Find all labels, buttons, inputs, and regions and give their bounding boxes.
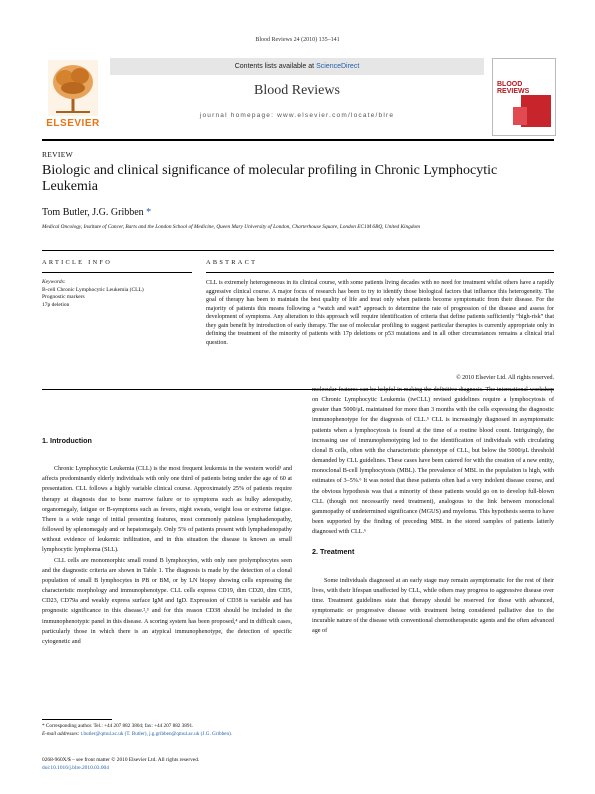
corresponding-author-note: * Corresponding author. Tel.: +44 207 882 3804; fax: +44 207 882 3891. xyxy=(42,723,194,729)
journal-cover-thumbnail xyxy=(492,58,556,136)
keywords-label: Keywords: xyxy=(42,279,66,285)
body-paragraph: CLL cells are monomorphic small round B lymphocytes, with only rare prolymphocytes seen and the diagnostic criteria are shown in Table 1. The diagnosis is made by the detection of a clonal population of small B lymphocytes in PB or BM, or by LN biopsy showing cells expressing the characteristic morphology and immunophenotype. CLL cells express CD19, dim CD20, dim CD5, CD23, CD79a and weakly express surface IgM and IgD. Expression of CD38 is variable and has prognostic significance in this disease.²,³ and for this reason CD38 should be included in the immunophenotypic panel in this disease. A scoring system has been proposed,⁴ and in difficult cases, particularly those in which there is an atypical immunophenotype, the detection of specific cytogenetic and xyxy=(42,557,292,645)
masthead-center xyxy=(110,58,484,134)
body-paragraph: Some individuals diagnosed at an early stage may remain asymptomatic for the rest of their lives, with their lifespan unaffected by CLL, while others may progress to aggressive disease over time. Treatment guidelines state that therapy should be reserved for those with advanced, symptomatic or progressive disease with treatment being considered palliative due to the incurable nature of the disease with conventional chemotherapeutic agents and the often advanced age of xyxy=(312,577,554,635)
body-column-right xyxy=(312,385,554,636)
contents-prefix: Contents lists available at xyxy=(234,63,315,70)
journal-homepage-link[interactable]: journal homepage: www.elsevier.com/locate/blre xyxy=(199,112,395,119)
footnote xyxy=(42,722,292,738)
paper-title: Biologic and clinical significance of molecular profiling in Chronic Lymphocytic Leukemia xyxy=(42,163,498,194)
body-column-left xyxy=(42,436,292,647)
footnote-rule xyxy=(42,719,112,720)
keyword-item: Prognostic markers xyxy=(42,294,85,301)
keyword-item: 17p deletion xyxy=(42,301,70,308)
journal-title: Blood Reviews xyxy=(254,83,340,98)
body-paragraph: Chronic Lymphocytic Leukemia (CLL) is the most frequent leukemia in the western world¹ and affects predominantly elderly individuals with only one third of patients being under the age of 60 at presentation. CLL follows a highly variable clinical course. Approximately 25% of patients require therapy at diagnosis due to bone marrow failure or to symptoms such as bulky adenopathy, organomegaly, fatigue or B-symptoms such as fevers, night sweats, weight loss or extreme fatigue. There is a wide range of initial presenting features, most commonly painless lymphadenopathy, followed by splenomegaly and or hepatomegaly. Only 5% of patients present with lymphadenopathy without evidence of leukemic infiltration, and in this situation the disease is known as small lymphocytic lymphoma (SLL). xyxy=(42,466,292,554)
elsevier-logo xyxy=(42,58,104,134)
email-label: E-mail addresses: xyxy=(42,731,80,737)
publisher-name: ELSEVIER xyxy=(46,118,100,129)
doi-link[interactable]: doi:10.1016/j.blre.2010.03.004 xyxy=(42,764,109,771)
author-list xyxy=(42,207,151,218)
keyword-item: B-cell Chronic Lymphocytic Leukemia (CLL) xyxy=(42,287,144,293)
issn-line: 0268-960X/$ – see front matter © 2010 Elsevier Ltd. All rights reserved. xyxy=(42,757,200,763)
journal-reference: Blood Reviews 24 (2010) 135–141 xyxy=(255,37,340,43)
section-heading-introduction: 1. Introduction xyxy=(42,436,92,445)
authors-text: Tom Butler, J.G. Gribben xyxy=(42,207,144,218)
cover-graphic-accent xyxy=(513,107,527,125)
abstract-text: CLL is extremely heterogeneous in its clinical course, with some patients living decades with no need for treatment whilst others have a rapidly aggressive clinical course. A major focus of research has been to try to identify those biological factors that influence this heterogeneity. The goal of therapy has been to maintain the best quality of life and treat only when patients become symptomatic from their disease. For the majority of patients this means following a “watch and wait” approach to determine the rate of progression of the disease and assess for development of symptoms. Any alteration to this approach will require identification of criteria that define patients sufficiently “high-risk” that they gain benefit by introduction of early therapy. The use of molecular profiling to suggest particular therapies is currently appropriate only in defining the treatment of the minority of patients with 17p deletions or p53 mutations and in all other circumstances remains a clinical trial question. xyxy=(206,280,554,346)
cover-title: BLOOD REVIEWS xyxy=(497,81,530,95)
email-links[interactable]: t.butler@qmul.ac.uk (T. Butler), j.g.gribben@qmul.ac.uk (J.G. Gribben). xyxy=(80,731,233,737)
article-info-heading: ARTICLE INFO xyxy=(42,259,113,266)
masthead-rule xyxy=(42,139,554,141)
elsevier-tree-icon xyxy=(48,60,98,116)
affiliation: Medical Oncology, Institute of Cancer, Barts and the London School of Medicine, Queen Mary University of London, Charterhouse Square, London EC1M 6BQ, United Kingdom xyxy=(42,224,420,230)
body-paragraph: molecular features can be helpful in making the definitive diagnosis. The international workshop on Chronic Lymphocytic Leukemia (iwCLL) revised guidelines require a lymphocytosis of greater than 5000/μL maintained for more than 3 months with the cells expressing the diagnostic immunophenotype for the diagnosis of CLL.⁵ CLL is increasingly diagnosed in asymptomatic patients when a lymphocytosis is found at the time of a routine blood count. Intriguingly, the increasing use of immunophenotyping led to the identification of individuals with circulating clonal B cells, often with the characteristic phenotype of CLL, but below the 5000/μL threshold demanded by CLL guidelines. These cases have been catered for with the creation of a new entity, monoclonal B-cell lymphocytosis (MBL). The prevalence of MBL in the population is high, with estimates of 3–5%.⁶ It was noted that these patients often had a very indolent disease course, and the obvious hypothesis was that a minority of these patients would go on to develop full-blown CLL (though not necessarily need treatment), analogous to the link between monoclonal gammopathy of undetermined significance (MGUS) and myeloma. This hypothesis seems to have been supported by the finding of preceding MBL in the stored samples of patients latterly diagnosed with CLL.⁶ xyxy=(312,387,554,536)
abstract-copyright: © 2010 Elsevier Ltd. All rights reserved. xyxy=(456,375,554,381)
article-info-rule xyxy=(42,272,192,273)
abstract-heading: ABSTRACT xyxy=(206,259,258,266)
section-heading-treatment: 2. Treatment xyxy=(312,547,355,557)
journal-masthead xyxy=(42,58,554,134)
keywords-list xyxy=(42,287,144,309)
contents-bar xyxy=(110,58,484,75)
abstract-rule xyxy=(206,272,554,273)
info-top-rule xyxy=(42,250,554,251)
sciencedirect-link[interactable]: ScienceDirect xyxy=(316,63,360,70)
corresponding-author-link[interactable]: * xyxy=(146,207,152,218)
article-type: REVIEW xyxy=(42,150,73,159)
email-note xyxy=(42,730,292,738)
issn-block xyxy=(42,757,292,773)
